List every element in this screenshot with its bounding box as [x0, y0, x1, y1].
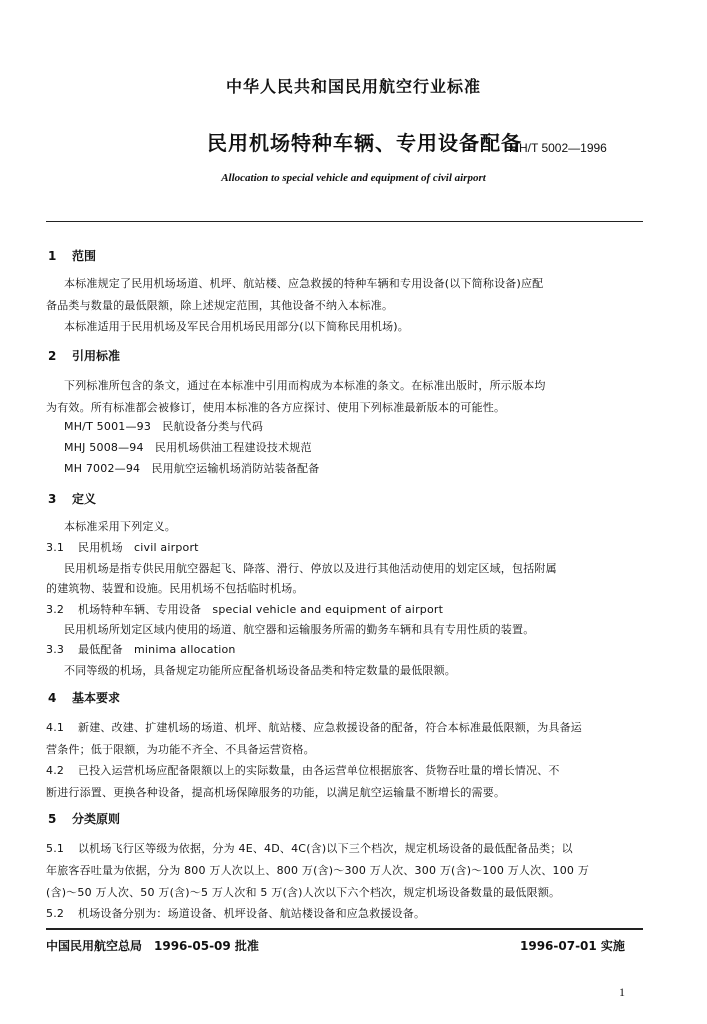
- section-3-intro: 本标准采用下列定义。: [64, 520, 176, 533]
- definition-term: 3.3 最低配备 minima allocation: [46, 643, 236, 656]
- reference-item: MH/T 5001—93 民航设备分类与代码: [64, 420, 264, 433]
- clause-line: 营条件；低于限额，为功能不齐全、不具备运营资格。: [46, 743, 315, 756]
- definition-line: 不同等级的机场，具备规定功能所应配备机场设备品类和特定数量的最低限额。: [64, 664, 456, 677]
- section-2-line: 下列标准所包含的条文，通过在本标准中引用而构成为本标准的条文。在标准出版时，所示版本均: [64, 379, 546, 392]
- clause-line: 断进行添置、更换各种设备，提高机场保障服务的功能，以满足航空运输量不断增长的需要。: [46, 786, 506, 799]
- footer-rule: [46, 928, 643, 930]
- section-1-heading: 1 范围: [48, 249, 97, 263]
- reference-item: MH 7002—94 民用航空运输机场消防站装备配备: [64, 462, 320, 475]
- definition-line: 民用机场是指专供民用航空器起飞、降落、滑行、停放以及进行其他活动使用的划定区域，包括附属: [64, 562, 557, 575]
- definition-line: 民用机场所划定区域内使用的场道、航空器和运输服务所需的勤务车辆和具有专用性质的装置。: [64, 623, 535, 636]
- clause-line: (含)～50 万人次、50 万(含)～5 万人次和 5 万(含)人次以下六个档次，规定机场设备数量的最低限额。: [46, 886, 561, 899]
- footer-effective: 1996-07-01 实施: [520, 939, 625, 953]
- clause-line: 4.2 已投入运营机场应配备限额以上的实际数量，由各运营单位根据旅客、货物吞吐量的增长情况、不: [46, 764, 560, 777]
- clause-line: 5.2 机场设备分别为：场道设备、机坪设备、航站楼设备和应急救援设备。: [46, 907, 426, 920]
- header-rule: [46, 221, 643, 222]
- standard-code: MH/T 5002—1996: [509, 141, 607, 155]
- document-title: 民用机场特种车辆、专用设备配备: [207, 131, 522, 155]
- section-5-heading: 5 分类原则: [48, 812, 121, 826]
- clause-line: 年旅客吞吐量为依据，分为 800 万人次以上、800 万(含)～300 万人次、300 万(含)～100 万人次、100 万: [46, 864, 590, 877]
- clause-line: 4.1 新建、改建、扩建机场的场道、机坪、航站楼、应急救援设备的配备，符合本标准最低限额，为具备运: [46, 721, 582, 734]
- section-2-heading: 2 引用标准: [48, 349, 121, 363]
- section-1-line: 本标准规定了民用机场场道、机坪、航站楼、应急救援的特种车辆和专用设备(以下简称设备)应配: [64, 277, 544, 290]
- section-1-line: 备品类与数量的最低限额，除上述规定范围，其他设备不纳入本标准。: [46, 299, 394, 312]
- footer-issuer: 中国民用航空总局 1996-05-09 批准: [46, 939, 259, 953]
- section-2-line: 为有效。所有标准都会被修订，使用本标准的各方应探讨、使用下列标准最新版本的可能性。: [46, 401, 506, 414]
- standard-header: 中华人民共和国民用航空行业标准: [225, 77, 481, 96]
- definition-term: 3.2 机场特种车辆、专用设备 special vehicle and equipment of airport: [46, 603, 444, 616]
- english-title: Allocation to special vehicle and equipment of civil airport: [221, 172, 486, 184]
- page-number: 1: [619, 985, 625, 999]
- definition-line: 的建筑物、装置和设施。民用机场不包括临时机场。: [46, 582, 304, 595]
- clause-line: 5.1 以机场飞行区等级为依据，分为 4E、4D、4C(含)以下三个档次，规定机场设备的最低配备品类；以: [46, 842, 573, 855]
- section-1-line: 本标准适用于民用机场及军民合用机场民用部分(以下简称民用机场)。: [64, 320, 409, 333]
- reference-item: MHJ 5008—94 民用机场供油工程建设技术规范: [64, 441, 312, 454]
- section-3-heading: 3 定义: [48, 492, 97, 506]
- definition-term: 3.1 民用机场 civil airport: [46, 541, 199, 554]
- section-4-heading: 4 基本要求: [48, 691, 121, 705]
